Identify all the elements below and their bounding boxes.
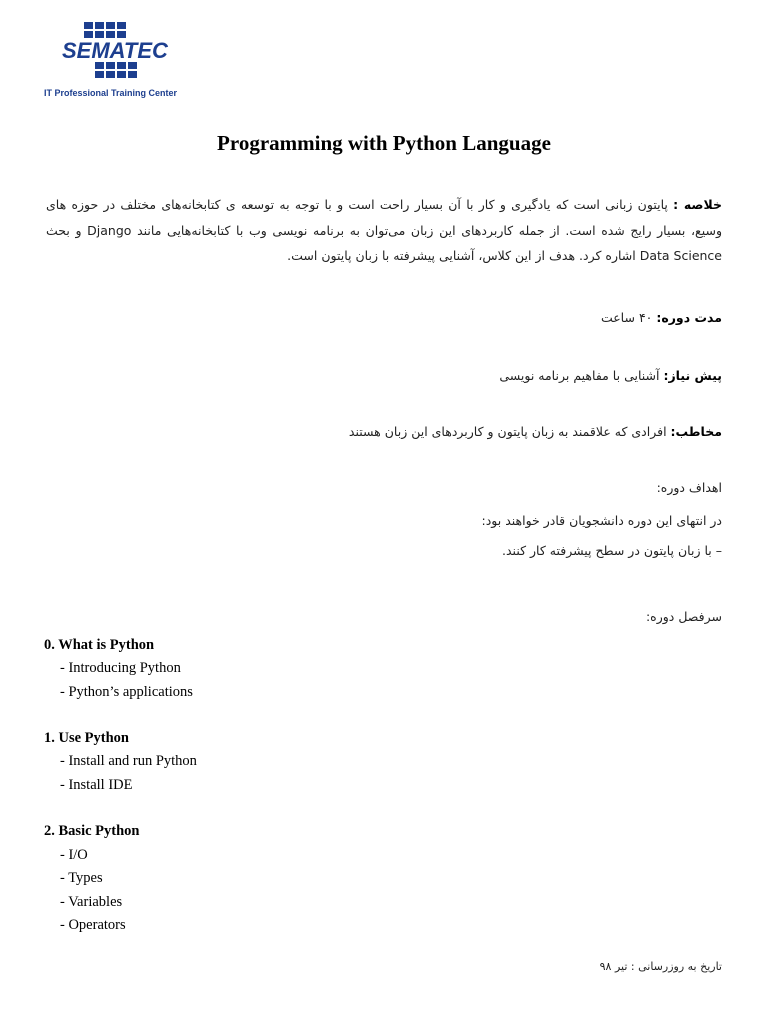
prerequisite-label: پیش نیاز: [663, 368, 722, 383]
syllabus-item: - Install IDE [60, 777, 133, 793]
syllabus-item: - Operators [60, 917, 126, 933]
duration-value: ۴۰ ساعت [600, 310, 653, 325]
page-title: Programming with Python Language [217, 131, 551, 155]
syllabus-item: - Python’s applications [60, 684, 193, 700]
sematec-logo [44, 20, 194, 102]
syllabus-item: - Introducing Python [60, 660, 181, 676]
prerequisite-value: آشنایی با مفاهیم برنامه نویسی [499, 368, 660, 383]
goals-heading: اهداف دوره: [656, 480, 722, 495]
audience-value: افرادی که علاقمند به زبان پایتون و کاربردهای این زبان هستند [348, 424, 667, 439]
prerequisite-row [499, 368, 722, 383]
goals-line-1: در انتهای این دوره دانشجویان قادر خواهند بود: [481, 513, 722, 528]
syllabus-heading: سرفصل دوره: [645, 609, 722, 624]
syllabus-section-title: 0. What is Python [44, 637, 155, 653]
update-date-footer: تاریخ به روزرسانی : تیر ۹۸ [599, 960, 722, 973]
goals-line-2: – با زبان پایتون در سطح پیشرفته کار کنند. [502, 543, 722, 558]
duration-label: مدت دوره: [656, 310, 722, 325]
syllabus-section-title: 2. Basic Python [44, 823, 140, 839]
syllabus-item: - I/O [60, 847, 88, 863]
syllabus-section-title: 1. Use Python [44, 730, 129, 746]
syllabus-item: - Install and run Python [60, 753, 197, 769]
syllabus-item: - Types [60, 870, 103, 886]
audience-label: مخاطب: [670, 424, 722, 439]
summary-paragraph [46, 192, 722, 269]
syllabus-item: - Variables [60, 894, 123, 910]
summary-text: پایتون زبانی است که یادگیری و کار با آن بسیار راحت است و با توجه به توسعه ی کتابخانه‌های مختلف در حوزه های وسیع، بسیار رایج شده است. از جمله کاربردهای این زبان می‌توان به برنامه نویسی وب با کتابخانه‌هایی مانند Django و بحث Data Science اشاره کرد. هدف از این کلاس، آشنایی پیشرفته با زبان پایتون است. [46, 197, 722, 263]
logo-subtitle: IT Professional Training Center [44, 88, 178, 98]
duration-row [601, 310, 722, 325]
audience-row [349, 424, 722, 439]
logo-grid-icon [44, 20, 194, 86]
logo-brand-text: SEMATEC [62, 38, 168, 63]
summary-label: خلاصه : [673, 197, 722, 212]
